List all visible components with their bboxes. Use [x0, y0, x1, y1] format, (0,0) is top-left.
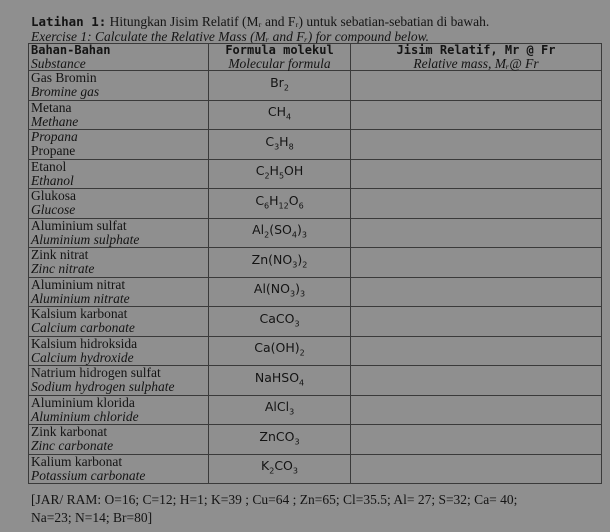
substance-name-english: Aluminium chloride [31, 408, 139, 424]
header-relative-mass-main: Jisim Relatif, Mr @ Fr [396, 43, 556, 57]
substance-cell [29, 130, 209, 160]
molecular-formula-cell [209, 248, 351, 278]
substance-name-malay: Kalsium karbonat [31, 306, 128, 322]
relative-mass-answer-cell[interactable] [351, 454, 602, 484]
substance-name-malay: Natrium hidrogen sulfat [31, 365, 161, 381]
formula-subscript: 8 [288, 142, 294, 151]
formula-symbol: H [269, 163, 279, 178]
formula-subscript: 2 [283, 83, 289, 92]
substance-name-english: Calcium hydroxide [31, 349, 134, 365]
formula-symbol: O [288, 192, 299, 208]
substance-cell [29, 454, 209, 484]
note-line-1: [JAR/ RAM: O=16; C=12; H=1; K=39 ; Cu=64 ; Zn=65; Cl=35.5; Al= 27; S=32; Ca= 40; [31, 492, 518, 507]
exercise-title [31, 14, 489, 30]
table-row [29, 425, 602, 455]
molecular-formula-cell [209, 130, 351, 160]
substance-name-english: Sodium hydrogen sulphate [31, 379, 175, 395]
formula-symbol: (SO [269, 222, 292, 237]
header-formula-sub: Molecular formula [228, 56, 331, 71]
formula-symbol: AlCl [264, 399, 290, 414]
formula-subscript: 2 [299, 348, 305, 358]
formula-subscript: 3 [299, 289, 306, 299]
header-substance-sub: Substance [31, 56, 86, 71]
substance-cell [29, 159, 209, 189]
formula-subscript: 2 [269, 466, 275, 476]
formula-symbol: Br [270, 74, 284, 90]
substance-name-english: Glucose [31, 202, 76, 218]
molecular-formula-cell [209, 100, 351, 130]
formula-symbol: CH [267, 104, 287, 119]
formula-symbol: ) [296, 222, 302, 237]
table-header-row [29, 44, 602, 71]
substance-name-english: Potassium carbonate [31, 467, 146, 483]
substance-name-malay: Aluminium klorida [31, 394, 135, 410]
substance-name-english: Zinc carbonate [31, 438, 114, 454]
formula-subscript: 2 [264, 230, 270, 240]
substance-name-english: Bromine gas [31, 84, 100, 100]
relative-atomic-mass-note [31, 491, 517, 527]
substance-cell [29, 336, 209, 366]
formula-subscript: 3 [294, 319, 300, 328]
formula-subscript: 6 [264, 201, 270, 210]
formula-subscript: 3 [274, 142, 280, 151]
formula-subscript: 3 [301, 230, 307, 240]
note-line-2: Na=23; N=14; Br=80] [31, 510, 153, 525]
substance-name-malay: Aluminium sulfat [31, 217, 127, 233]
header-relative-mass [351, 44, 602, 71]
substance-cell [29, 395, 209, 425]
relative-mass-answer-cell[interactable] [351, 130, 602, 160]
substance-cell [29, 277, 209, 307]
table-row [29, 366, 602, 396]
formula-symbol: Ca(OH) [254, 340, 300, 355]
substance-cell [29, 100, 209, 130]
substance-name-english: Methane [31, 113, 79, 129]
formula-subscript: 2 [264, 171, 270, 181]
molecular-formula-cell [209, 159, 351, 189]
substance-name-english: Zinc nitrate [31, 261, 95, 277]
header-substance [29, 44, 209, 71]
substance-name-malay: Kalium karbonat [31, 453, 123, 469]
substance-name-english: Aluminium nitrate [31, 290, 130, 306]
molecular-formula-cell [209, 218, 351, 248]
formula-subscript: 6 [298, 201, 304, 210]
relative-mass-answer-cell[interactable] [351, 218, 602, 248]
formula-symbol: NaHSO [254, 369, 300, 385]
table-row [29, 307, 602, 337]
table-row [29, 395, 602, 425]
formula-subscript: 4 [299, 378, 305, 387]
table-row [29, 336, 602, 366]
formula-symbol: K [261, 458, 270, 473]
relative-mass-answer-cell[interactable] [351, 248, 602, 278]
substance-cell [29, 189, 209, 219]
relative-mass-answer-cell[interactable] [351, 189, 602, 219]
substance-name-malay: Glukosa [31, 188, 76, 204]
relative-mass-table [28, 43, 602, 484]
formula-subscript: 4 [286, 112, 292, 122]
relative-mass-answer-cell[interactable] [351, 425, 602, 455]
table-row [29, 159, 602, 189]
formula-symbol: CaCO [259, 310, 295, 326]
formula-subscript: 2 [302, 260, 308, 269]
relative-mass-answer-cell[interactable] [351, 159, 602, 189]
substance-cell [29, 366, 209, 396]
molecular-formula-cell [209, 366, 351, 396]
table-row [29, 130, 602, 160]
molecular-formula-cell [209, 71, 351, 101]
substance-cell [29, 218, 209, 248]
molecular-formula-cell [209, 277, 351, 307]
substance-cell [29, 307, 209, 337]
substance-name-malay: Gas Bromin [31, 70, 97, 86]
relative-mass-answer-cell[interactable] [351, 366, 602, 396]
table-row [29, 248, 602, 278]
substance-cell [29, 425, 209, 455]
substance-name-malay: Etanol [31, 158, 67, 174]
molecular-formula-cell [209, 336, 351, 366]
formula-symbol: OH [284, 163, 304, 178]
formula-symbol: C [265, 133, 275, 149]
formula-symbol: C [255, 192, 265, 208]
formula-subscript: 3 [292, 260, 298, 269]
formula-symbol: Al(NO [253, 281, 290, 296]
molecular-formula-cell [209, 307, 351, 337]
molecular-formula-cell [209, 395, 351, 425]
relative-mass-answer-cell[interactable] [351, 71, 602, 101]
substance-name-malay: Kalsium hidroksida [31, 335, 138, 351]
table-row [29, 189, 602, 219]
formula-symbol: ) [295, 281, 300, 296]
formula-subscript: 3 [294, 437, 300, 446]
formula-subscript: 12 [278, 201, 289, 210]
substance-name-english: Calcium carbonate [31, 320, 135, 336]
formula-symbol: C [255, 163, 265, 178]
substance-name-malay: Zink karbonat [31, 424, 108, 440]
substance-name-english: Ethanol [31, 172, 74, 188]
molecular-formula-cell [209, 425, 351, 455]
table-body [29, 71, 602, 484]
substance-name-malay: Metana [31, 99, 72, 115]
table-row [29, 71, 602, 101]
exercise-title-bold: Latihan 1: [31, 14, 107, 29]
formula-subscript: 5 [278, 171, 285, 181]
table-row [29, 218, 602, 248]
substance-name-malay: Propana [31, 129, 78, 145]
substance-cell [29, 248, 209, 278]
header-formula-main: Formula molekul [225, 43, 334, 57]
header-substance-main: Bahan-Bahan [31, 43, 111, 57]
substance-name-english: Propane [31, 143, 76, 159]
header-relative-mass-sub: Relative mass, Mᵣ@ Fr [413, 56, 539, 71]
table-row [29, 277, 602, 307]
molecular-formula-cell [209, 189, 351, 219]
table-row [29, 454, 602, 484]
relative-mass-answer-cell[interactable] [351, 336, 602, 366]
exercise-title-text: Hitungkan Jisim Relatif (Mᵣ and Fᵣ) untuk sebatian-sebatian di bawah. [106, 14, 490, 29]
formula-symbol: H [279, 133, 289, 149]
formula-symbol: CO [274, 458, 293, 473]
substance-name-malay: Zink nitrat [31, 247, 89, 263]
substance-name-malay: Aluminium nitrat [31, 276, 126, 292]
header-formula [209, 44, 351, 71]
formula-symbol: Zn(NO [251, 251, 293, 267]
relative-mass-answer-cell[interactable] [351, 277, 602, 307]
formula-subscript: 4 [291, 230, 297, 240]
relative-mass-answer-cell[interactable] [351, 100, 602, 130]
formula-symbol: ) [297, 251, 303, 267]
exercise-subtitle: Exercise 1: Calculate the Relative Mass (Mᵣ and Fᵣ) for compound below. [31, 29, 430, 44]
substance-cell [29, 71, 209, 101]
formula-symbol: ZnCO [259, 428, 295, 444]
formula-subscript: 3 [289, 407, 295, 417]
formula-symbol: H [269, 192, 279, 208]
formula-subscript: 3 [290, 289, 296, 299]
formula-symbol: Al [252, 222, 265, 237]
substance-name-english: Aluminium sulphate [31, 231, 140, 247]
relative-mass-answer-cell[interactable] [351, 307, 602, 337]
formula-subscript: 3 [292, 466, 298, 476]
relative-mass-answer-cell[interactable] [351, 395, 602, 425]
molecular-formula-cell [209, 454, 351, 484]
table-row [29, 100, 602, 130]
